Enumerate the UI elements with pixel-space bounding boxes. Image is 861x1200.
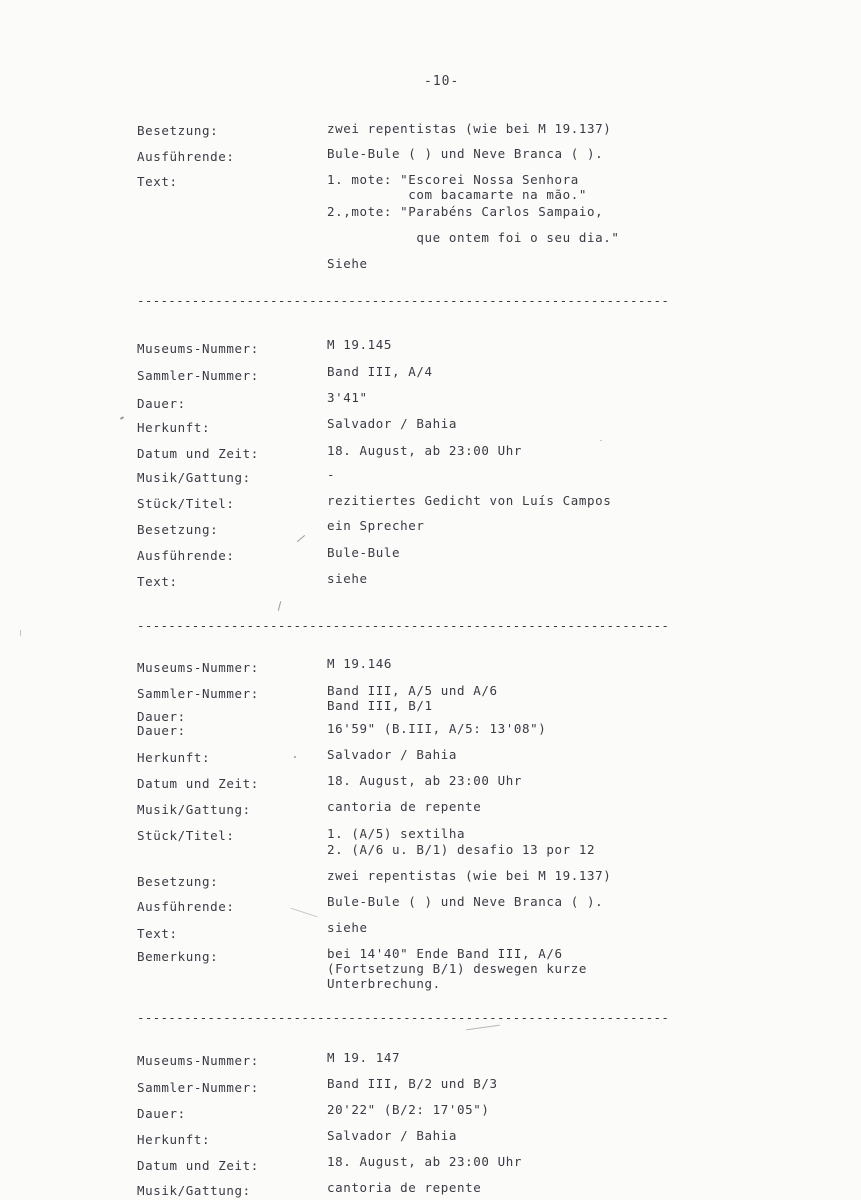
herkunft-value: Salvador / Bahia — [327, 1128, 458, 1143]
besetzung-label: Besetzung: — [137, 874, 219, 889]
sammler-nummer-label: Sammler-Nummer: — [137, 1080, 259, 1095]
museums-nummer-label: Museums-Nummer: — [137, 1053, 259, 1068]
besetzung-label: Besetzung: — [137, 123, 219, 138]
bemerkung-label: Bemerkung: — [137, 949, 219, 964]
besetzung-value: ein Sprecher — [327, 518, 425, 533]
museums-nummer-value: M 19. 147 — [327, 1050, 401, 1065]
datum-value: 18. August, ab 23:00 Uhr — [327, 773, 523, 788]
musik-gattung-value: - — [327, 467, 336, 482]
sammler-nummer-value: Band III, A/5 und A/6 — [327, 683, 498, 698]
dauer-label: Dauer: — [137, 396, 186, 411]
ausfuehrende-value: Bule-Bule ( ) und Neve Branca ( ). — [327, 146, 604, 161]
text-line: que ontem foi o seu dia." — [327, 230, 620, 245]
bemerkung-value: Unterbrechung. — [327, 976, 441, 991]
musik-gattung-label: Musik/Gattung: — [137, 470, 251, 485]
text-label: Text: — [137, 926, 178, 941]
pencil-mark — [291, 908, 318, 918]
pencil-mark — [297, 535, 305, 542]
text-line: 2.,mote: "Parabéns Carlos Sampaio, — [327, 204, 604, 219]
ausfuehrende-label: Ausführende: — [137, 548, 235, 563]
text-label: Text: — [137, 574, 178, 589]
herkunft-label: Herkunft: — [137, 420, 211, 435]
scan-speck — [600, 440, 602, 441]
separator-line: -------------------------------------------------------------------- — [137, 618, 670, 633]
museums-nummer-value: M 19.145 — [327, 337, 393, 352]
dauer-value: 20'22" (B/2: 17'05") — [327, 1102, 490, 1117]
ausfuehrende-value: Bule-Bule ( ) und Neve Branca ( ). — [327, 894, 604, 909]
sammler-nummer-value: Band III, B/2 und B/3 — [327, 1076, 498, 1091]
stueck-titel-value: 2. (A/6 u. B/1) desafio 13 por 12 — [327, 842, 596, 857]
museums-nummer-label: Museums-Nummer: — [137, 660, 259, 675]
text-line: Siehe — [327, 256, 368, 271]
musik-gattung-value: cantoria de repente — [327, 799, 482, 814]
dauer-label: Dauer: — [137, 723, 186, 738]
text-line: com bacamarte na mão." — [327, 187, 588, 202]
datum-value: 18. August, ab 23:00 Uhr — [327, 443, 523, 458]
dauer-label: Dauer: — [137, 709, 186, 724]
separator-line: -------------------------------------------------------------------- — [137, 293, 670, 308]
datum-label: Datum und Zeit: — [137, 446, 259, 461]
dauer-value: 3'41" — [327, 390, 368, 405]
ausfuehrende-value: Bule-Bule — [327, 545, 401, 560]
dauer-value: 16'59" (B.III, A/5: 13'08") — [327, 721, 547, 736]
page-number: -10- — [424, 74, 460, 89]
separator-line: -------------------------------------------------------------------- — [137, 1010, 670, 1025]
herkunft-value: Salvador / Bahia — [327, 416, 458, 431]
text-value: siehe — [327, 571, 368, 586]
musik-gattung-value: cantoria de repente — [327, 1180, 482, 1195]
text-label: Text: — [137, 174, 178, 189]
bemerkung-value: (Fortsetzung B/1) deswegen kurze — [327, 961, 588, 976]
besetzung-value: zwei repentistas (wie bei M 19.137) — [327, 868, 612, 883]
sammler-nummer-value: Band III, B/1 — [327, 698, 433, 713]
datum-label: Datum und Zeit: — [137, 776, 259, 791]
besetzung-label: Besetzung: — [137, 522, 219, 537]
scan-speck — [120, 416, 124, 420]
ausfuehrende-label: Ausführende: — [137, 899, 235, 914]
ausfuehrende-label: Ausführende: — [137, 149, 235, 164]
scan-speck — [20, 630, 21, 636]
stueck-titel-label: Stück/Titel: — [137, 496, 235, 511]
stueck-titel-value: 1. (A/5) sextilha — [327, 826, 466, 841]
sammler-nummer-label: Sammler-Nummer: — [137, 686, 259, 701]
sammler-nummer-label: Sammler-Nummer: — [137, 368, 259, 383]
stueck-titel-value: rezitiertes Gedicht von Luís Campos — [327, 493, 612, 508]
stueck-titel-label: Stück/Titel: — [137, 828, 235, 843]
museums-nummer-value: M 19.146 — [327, 656, 393, 671]
herkunft-label: Herkunft: — [137, 1132, 211, 1147]
scan-speck — [294, 756, 296, 758]
datum-value: 18. August, ab 23:00 Uhr — [327, 1154, 523, 1169]
pencil-mark — [278, 601, 282, 611]
sammler-nummer-value: Band III, A/4 — [327, 364, 433, 379]
herkunft-label: Herkunft: — [137, 750, 211, 765]
bemerkung-value: bei 14'40" Ende Band III, A/6 — [327, 946, 563, 961]
museums-nummer-label: Museums-Nummer: — [137, 341, 259, 356]
pencil-mark — [466, 1025, 500, 1031]
text-value: siehe — [327, 920, 368, 935]
dauer-label: Dauer: — [137, 1106, 186, 1121]
besetzung-value: zwei repentistas (wie bei M 19.137) — [327, 121, 612, 136]
musik-gattung-label: Musik/Gattung: — [137, 802, 251, 817]
herkunft-value: Salvador / Bahia — [327, 747, 458, 762]
text-line: 1. mote: "Escorei Nossa Senhora — [327, 172, 579, 187]
datum-label: Datum und Zeit: — [137, 1158, 259, 1173]
musik-gattung-label: Musik/Gattung: — [137, 1183, 251, 1198]
